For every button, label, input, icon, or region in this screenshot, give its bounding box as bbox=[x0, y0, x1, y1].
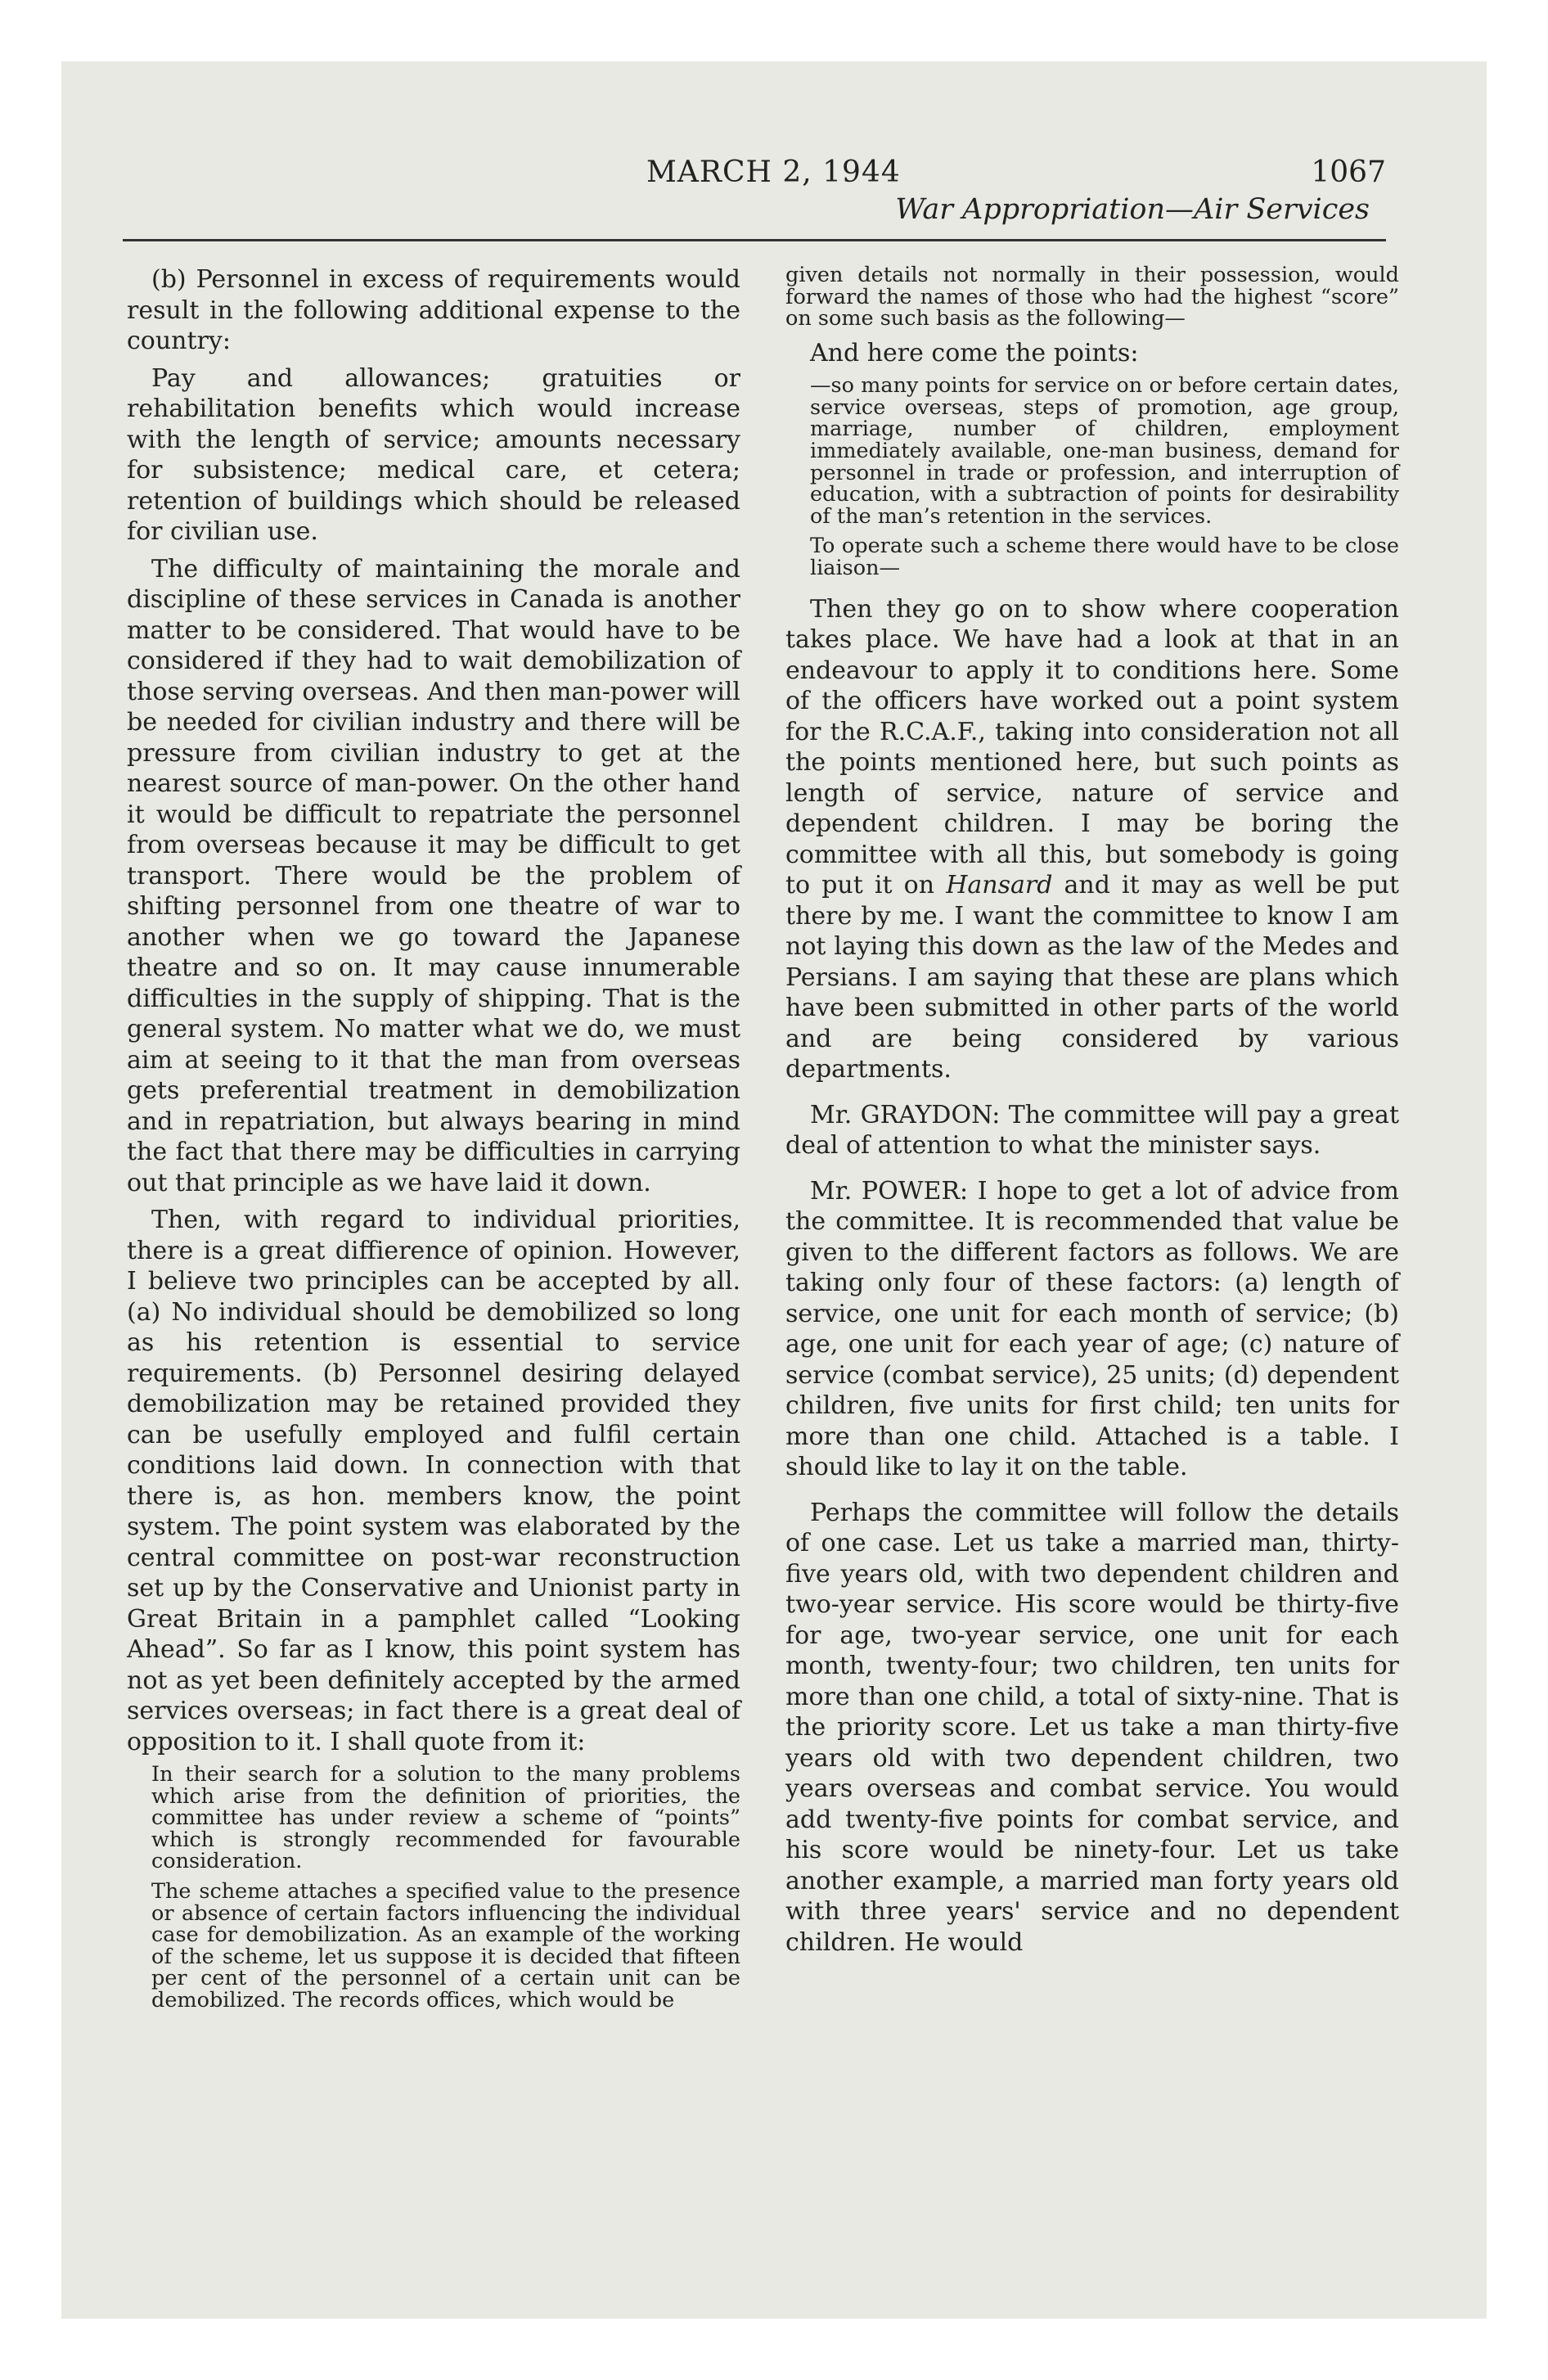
hansard-italic: Hansard bbox=[946, 871, 1053, 900]
paragraph: Then, with regard to individual priorities, there is a great diffierence of opinion. However, I believe two principles can be accepted by all. (a) No individual should be demobilized so long as his retention is essential to service requirements. (b) Personnel desiring delayed demobilization may be retained provided they can be usefully employed and fulfil certain conditions laid down. In connection with that there is, as hon. members know, the point system. The point system was elaborated by the central committee on post-war reconstruction set up by the Conservative and Unionist party in Great Britain in a pamphlet called “Looking Ahead”. So far as I know, this point system has not as yet been definitely accepted by the armed services overseas; in fact there is a great deal of opposition to it. I shall quote from it: bbox=[127, 1206, 740, 1756]
page-number: 1067 bbox=[1311, 156, 1386, 189]
page-header bbox=[123, 156, 1386, 246]
paragraph: Mr. GRAYDON: The committee will pay a great deal of attention to what the minister says. bbox=[785, 1100, 1399, 1161]
paragraph: And here come the points: bbox=[810, 338, 1139, 367]
section-title: War Appropriation—Air Services bbox=[895, 193, 1370, 226]
block-quote: The scheme attaches a specified value to the presence or absence of certain factors influencing the individual case for demobilization. As an example of the working of the scheme, let us suppose it is decided that fifteen per cent of the personnel of a certain unit can be demobilized. The records offices, which would be bbox=[151, 1878, 740, 2013]
paragraph-text: and it may as well be put there by me. I want the committee to know I am not laying this down as the law of the Medes and Persians. I am saying that these are plans which have been submitted in other parts of the world and are being considered by various departments. bbox=[785, 871, 1399, 1084]
right-column bbox=[785, 264, 1399, 1964]
paragraph bbox=[785, 594, 1399, 1085]
block-quote: To operate such a scheme there would have to be close liaison— bbox=[810, 534, 1399, 581]
block-quote: —so many points for service on or before certain dates, service overseas, steps of promotion, age group, marriage, number of children, employment immediately available, one-man business, demand for personnel in trade or profession, and interruption of education, with a subtraction of points for desirability of the man’s retention in the services. bbox=[810, 373, 1399, 529]
paragraph: (b) Personnel in excess of requirements would result in the following additional expense to the country: bbox=[127, 265, 740, 355]
block-quote: In their search for a solution to the many problems which arise from the definition of priorities, the committee has under review a scheme of “points” which is strongly recommended for favourable consideration. bbox=[151, 1762, 740, 1874]
header-rule bbox=[123, 239, 1386, 241]
paragraph: Pay and allowances; gratuities or rehabilitation benefits which would increase with the length of service; amounts necessary for subsistence; medical care, et cetera; retention of buildings which should be released for civilian use. bbox=[127, 363, 740, 546]
left-column bbox=[127, 264, 740, 2020]
block-quote: given details not normally in their possession, would forward the names of those who had the highest “score” on some such basis as the following— bbox=[785, 263, 1399, 331]
paragraph-text: Then they go on to show where cooperation takes place. We have had a look at that in an endeavour to apply it to conditions here. Some of the officers have worked out a point system for the R.C.A.F., taking into consideration not all the points mentioned here, but such points as length of service, nature of service and dependent children. I may be boring the committee with all this, but somebody is going to put it on bbox=[785, 594, 1399, 900]
paragraph: Perhaps the committee will follow the details of one case. Let us take a married man, thirty-five years old, with two dependent children and two-year service. His score would be thirty-five for age, two-year service, one unit for each month, twenty-four; two children, ten units for more than one child, a total of sixty-nine. That is the priority score. Let us take a man thirty-five years old with two dependent children, two years overseas and combat service. You would add twenty-five points for combat service, and his score would be ninety-four. Let us take another example, a married man forty years old with three years' service and no dependent children. He would bbox=[785, 1498, 1399, 1957]
header-date: MARCH 2, 1944 bbox=[646, 156, 901, 189]
paragraph: Mr. POWER: I hope to get a lot of advice from the committee. It is recommended that value be given to the different factors as follows. We are taking only four of these factors: (a) length of service, one unit for each month of service; (b) age, one unit for each year of age; (c) nature of service (combat service), 25 units; (d) dependent children, five units for first child; ten units for more than one child. Attached is a table. I should like to lay it on the table. bbox=[785, 1176, 1399, 1482]
paragraph: The difficulty of maintaining the morale and discipline of these services in Canada is another matter to be considered. That would have to be considered if they had to wait demobilization of those serving overseas. And then man-power will be needed for civilian industry and there will be pressure from civilian industry to get at the nearest source of man-power. On the other hand it would be difficult to repatriate the personnel from overseas because it may be difficult to get transport. There would be the problem of shifting personnel from one theatre of war to another when we go toward the Japanese theatre and so on. It may cause innumerable difficulties in the supply of shipping. That is the general system. No matter what we do, we must aim at seeing to it that the man from overseas gets preferential treatment in demobilization and in repatriation, but always bearing in mind the fact that there may be difficulties in carrying out that principle as we have laid it down. bbox=[127, 554, 740, 1197]
